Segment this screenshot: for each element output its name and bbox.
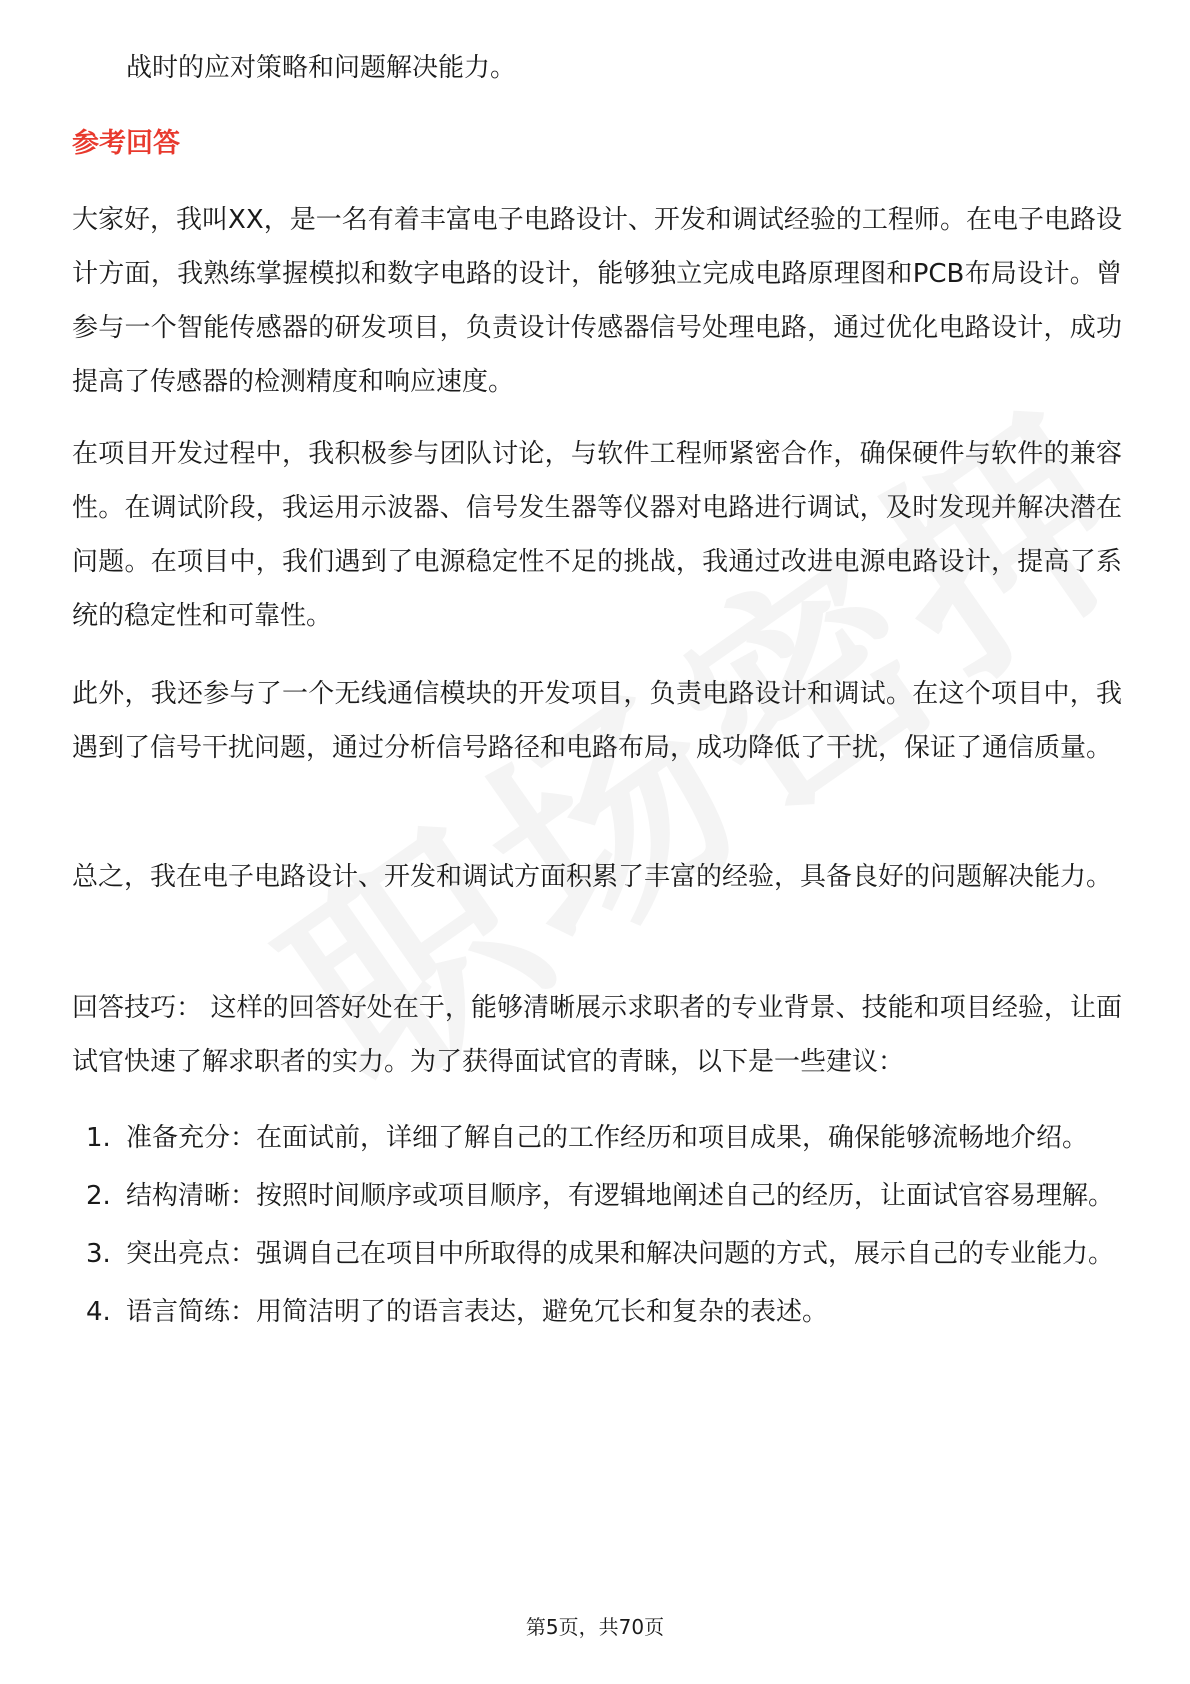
section-heading: 参考回答 bbox=[72, 128, 180, 159]
tips-list bbox=[72, 1112, 1122, 1344]
list-item bbox=[72, 1112, 1122, 1164]
list-item bbox=[72, 1286, 1122, 1338]
lead-line: 战时的应对策略和问题解决能力。 bbox=[126, 53, 517, 83]
list-text: 突出亮点：强调自己在项目中所取得的成果和解决问题的方式，展示自己的专业能力。 bbox=[126, 1239, 1115, 1269]
answer-paragraph-4: 总之，我在电子电路设计、开发和调试方面积累了丰富的经验，具备良好的问题解决能力。 bbox=[72, 862, 1113, 892]
list-item bbox=[72, 1228, 1122, 1280]
list-number: 4. bbox=[86, 1297, 111, 1327]
list-number: 2. bbox=[86, 1181, 111, 1211]
list-item bbox=[72, 1170, 1122, 1222]
answer-paragraph-1: 大家好，我叫XX，是一名有着丰富电子电路设计、开发和调试经验的工程师。在电子电路设计方面，我熟练掌握模拟和数字电路的设计，能够独立完成电路原理图和PCB布局设计。曾参与一个智能传感器的研发项目，负责设计传感器信号处理电路，通过优化电路设计，成功提高了传感器的检测精度和响应速度。 bbox=[72, 205, 1122, 397]
list-text: 结构清晰：按照时间顺序或项目顺序，有逻辑地阐述自己的经历，让面试官容易理解。 bbox=[126, 1181, 1115, 1211]
list-number: 3. bbox=[86, 1239, 111, 1269]
page-indicator: 第5页，共70页 bbox=[525, 1615, 665, 1639]
list-number: 1. bbox=[86, 1123, 111, 1153]
answer-paragraph-3: 此外，我还参与了一个无线通信模块的开发项目，负责电路设计和调试。在这个项目中，我遇到了信号干扰问题，通过分析信号路径和电路布局，成功降低了干扰，保证了通信质量。 bbox=[72, 679, 1122, 763]
tips-intro-paragraph: 回答技巧： 这样的回答好处在于，能够清晰展示求职者的专业背景、技能和项目经验，让面试官快速了解求职者的实力。为了获得面试官的青睐，以下是一些建议： bbox=[72, 993, 1122, 1077]
list-text: 准备充分：在面试前，详细了解自己的工作经历和项目成果，确保能够流畅地介绍。 bbox=[126, 1123, 1089, 1153]
list-text: 语言简练：用简洁明了的语言表达，避免冗长和复杂的表述。 bbox=[126, 1297, 829, 1327]
answer-paragraph-2: 在项目开发过程中，我积极参与团队讨论，与软件工程师紧密合作，确保硬件与软件的兼容性。在调试阶段，我运用示波器、信号发生器等仪器对电路进行调试，及时发现并解决潜在问题。在项目中，我们遇到了电源稳定性不足的挑战，我通过改进电源电路设计，提高了系统的稳定性和可靠性。 bbox=[72, 439, 1122, 631]
page-footer bbox=[0, 1612, 1190, 1642]
